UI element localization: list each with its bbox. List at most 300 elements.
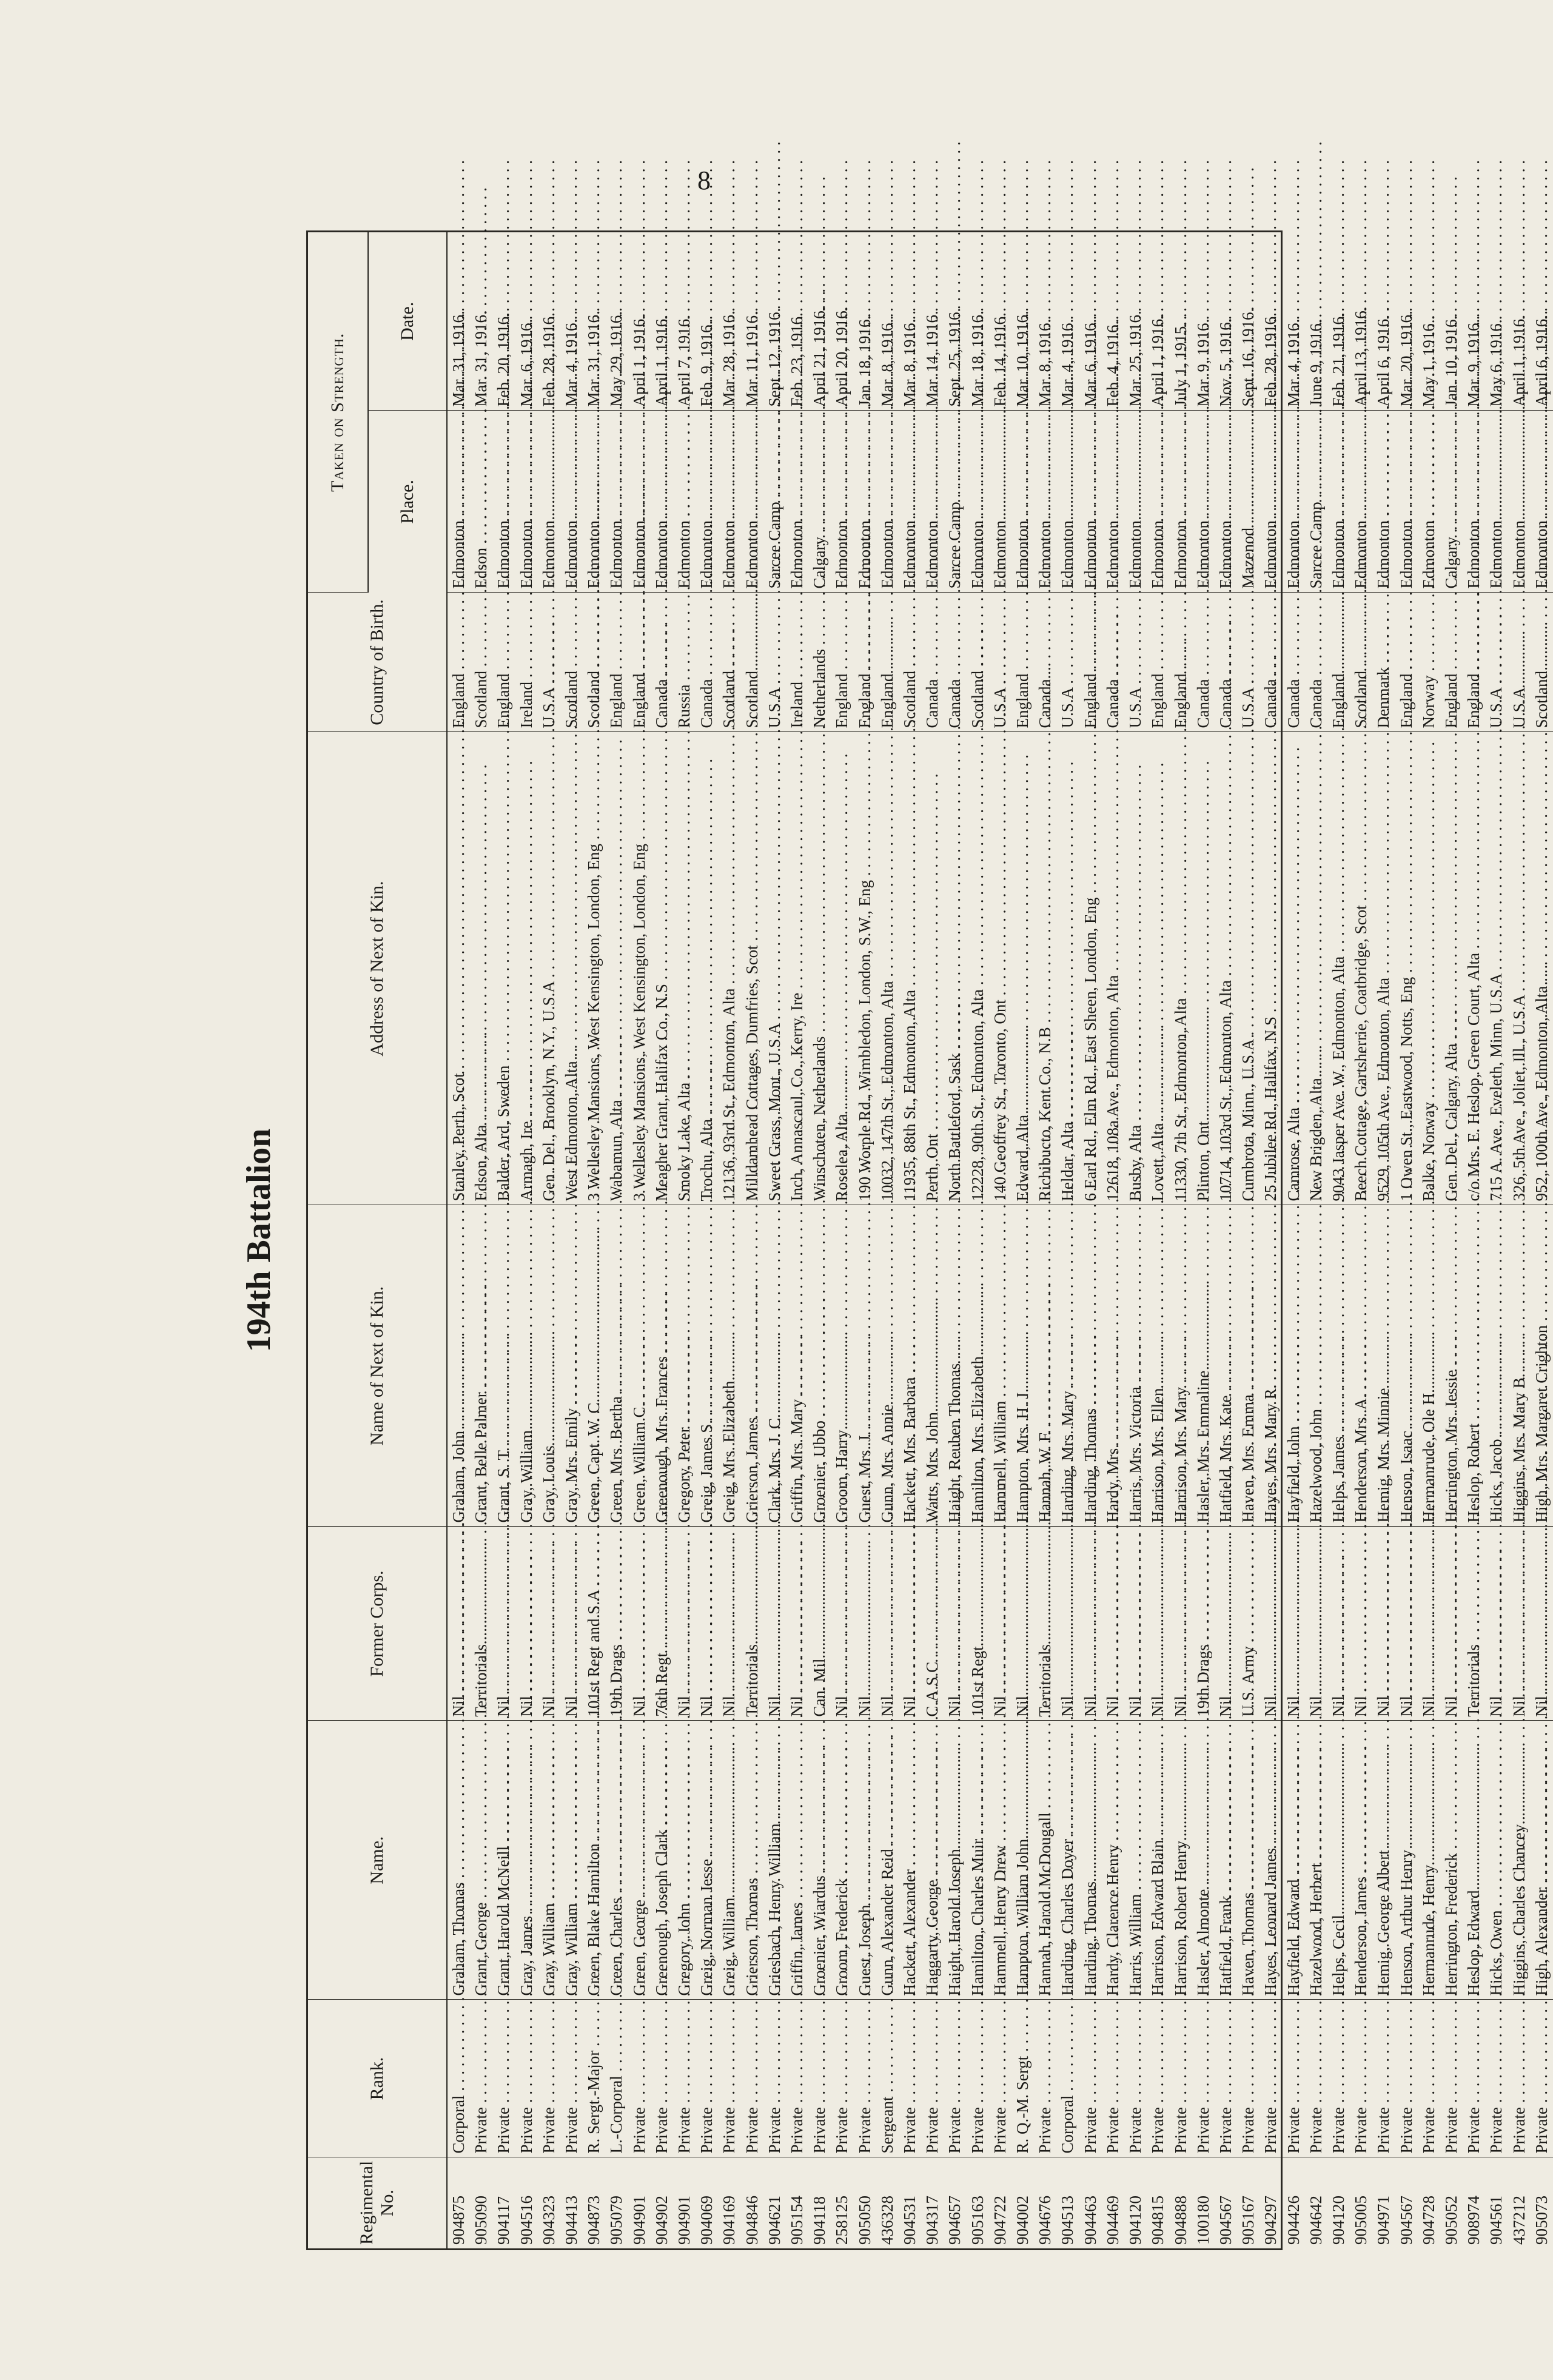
cell-name: Heslop, Edward . . . <box>1463 1721 1485 2000</box>
cell-rank: Private . . . <box>741 2000 763 2157</box>
cell-regimental-no: 908974 <box>1464 2196 1483 2245</box>
cell-former-corps: Nil . . . <box>628 1527 651 1721</box>
cell-rank: Private . . . <box>1395 2000 1418 2157</box>
cell-former-corps: Nil . . . <box>673 1527 696 1721</box>
cell-next-of-kin: Guest, Mrs. J. . . . <box>854 1205 876 1527</box>
cell-address: Balke, Norway . . . <box>1418 732 1440 1205</box>
cell-former-corps: Nil . . . <box>1327 1527 1350 1721</box>
cell-date: Mar. 20, 1916. <box>1395 232 1418 411</box>
cell-former-corps: 19th Drags . . . <box>1192 1527 1215 1721</box>
cell-name: Grant, Harold McNeill . . . <box>492 1721 515 2000</box>
table-row <box>1034 232 1056 2248</box>
cell-place: Edmonton . . . <box>786 411 808 593</box>
cell-date: April 13, 1916. <box>1350 232 1372 411</box>
table-header <box>308 232 447 2248</box>
cell-regimental-no: 904463 <box>1081 2196 1099 2245</box>
cell-former-corps: Nil . . . <box>1485 1527 1508 1721</box>
cell-date: Mar. 18, 1916. <box>967 232 989 411</box>
cell-name: Henderson, James . . . <box>1350 1721 1372 2000</box>
cell-address: 12228, 90th St., Edmonton, Alta . . . <box>967 732 989 1205</box>
table-row <box>854 232 876 2248</box>
cell-rank: Private . . . <box>1124 2000 1147 2157</box>
cell-country: England . . . <box>854 593 876 732</box>
cell-regimental-no: 904621 <box>765 2196 783 2245</box>
cell-rank: Private . . . <box>470 2000 492 2157</box>
cell-country: England . . . <box>1079 593 1102 732</box>
cell-rank: Private . . . <box>1079 2000 1102 2157</box>
cell-address: 6 Earl Rd., Elm Rd., East Sheen, London, Eng . . . <box>1079 732 1102 1205</box>
cell-date: Nov. 5, 1916. <box>1215 232 1237 411</box>
cell-name: Groenier, Wiardus . . . <box>808 1721 831 2000</box>
cell-date: Mar. 4, 1916. <box>1283 232 1305 411</box>
cell-regimental-no: 904567 <box>1216 2196 1235 2245</box>
cell-next-of-kin: Green, Mrs. Bertha . . . <box>605 1205 628 1527</box>
table-row <box>1147 232 1169 2248</box>
table-row <box>831 232 853 2248</box>
cell-date: Mar. 9, 1916. <box>1463 232 1485 411</box>
cell-former-corps: Nil . . . <box>989 1527 1011 1721</box>
table-row <box>1485 232 1508 2248</box>
cell-name: Higgins, Charles Chancey . . . <box>1508 1721 1531 2000</box>
cell-name: Herrington, Frederick . . . <box>1440 1721 1463 2000</box>
cell-address: Camrose, Alta . . . <box>1283 732 1305 1205</box>
cell-place: Edmonton . . . <box>583 411 605 593</box>
cell-regimental-no: 904728 <box>1419 2196 1438 2245</box>
cell-next-of-kin: Graham, John . . . <box>447 1205 470 1527</box>
cell-next-of-kin: Henderson, Mrs. A. . . . <box>1350 1205 1372 1527</box>
cell-next-of-kin: Griffin, Mrs. Mary . . . <box>786 1205 808 1527</box>
cell-place: Edmonton . . . <box>560 411 583 593</box>
cell-regimental-no: 436328 <box>877 2196 896 2245</box>
rotated-page <box>215 230 1551 2250</box>
cell-address: 11330, 7th St., Edmonton, Alta . . . <box>1170 732 1192 1205</box>
cell-place: Edmonton . . . <box>447 411 470 593</box>
cell-rank: Private . . . <box>1215 2000 1237 2157</box>
cell-date: April 1, 1916. <box>651 232 673 411</box>
cell-date: Feb. 20, 1916. <box>492 232 515 411</box>
cell-next-of-kin: Hackett, Mrs. Barbara . . . <box>899 1205 921 1527</box>
cell-address: Winschoten, Netherlands . . . <box>808 732 831 1205</box>
cell-country: England . . . <box>831 593 853 732</box>
table-row <box>808 232 831 2248</box>
table-row <box>944 232 966 2248</box>
cell-date: Mar. 4, 1916. <box>1056 232 1079 411</box>
cell-country: England . . . <box>1440 593 1463 732</box>
cell-place: Sarcee Camp . . . <box>763 411 786 593</box>
cell-date: Mar. 8, 1916. <box>899 232 921 411</box>
cell-regimental-no: 904516 <box>517 2196 535 2245</box>
cell-name: Gregory, John . . . <box>673 1721 696 2000</box>
cell-regimental-no: 904846 <box>742 2196 761 2245</box>
cell-country: England . . . <box>628 593 651 732</box>
cell-former-corps: Nil . . . <box>1283 1527 1305 1721</box>
cell-place: Calgary . . . <box>808 411 831 593</box>
cell-regimental-no: 100180 <box>1193 2196 1212 2245</box>
cell-address: 10032, 147th St., Edmonton, Alta . . . <box>876 732 899 1205</box>
cell-name: Grant, George . . . <box>470 1721 492 2000</box>
cell-next-of-kin: Hazelwood, John . . . <box>1305 1205 1327 1527</box>
cell-name: Hackett, Alexander . . . <box>899 1721 921 2000</box>
cell-address: 715 A. Ave., Eveleth, Minn, U.S.A . . . <box>1485 732 1508 1205</box>
cell-address: Gen. Del., Calgary, Alta . . . <box>1440 732 1463 1205</box>
table-row <box>1192 232 1215 2248</box>
cell-rank: Private . . . <box>944 2000 966 2157</box>
cell-place: Edmonton . . . <box>741 411 763 593</box>
header-name: Name. <box>308 1721 447 2000</box>
cell-country: U.S.A . . . <box>1508 593 1531 732</box>
cell-date: Feb. 28, 1916. <box>538 232 560 411</box>
cell-name: Harrison, Edward Blain . . . <box>1147 1721 1169 2000</box>
cell-address: Lovett, Alta . . . <box>1147 732 1169 1205</box>
cell-regimental-no: 904426 <box>1284 2196 1303 2245</box>
header-country: Country of Birth. <box>308 593 447 732</box>
cell-address: Balder, Ard, Sweden . . . <box>492 732 515 1205</box>
cell-former-corps: Nil . . . <box>492 1527 515 1721</box>
cell-regimental-no: 904567 <box>1397 2196 1415 2245</box>
page-title: 194th Battalion <box>240 1128 278 1353</box>
cell-next-of-kin: Haight, Reuben Thomas . . . <box>944 1205 966 1527</box>
cell-place: Edmonton . . . <box>899 411 921 593</box>
cell-name: Harding, Thomas . . . <box>1079 1721 1102 2000</box>
cell-next-of-kin: Gray, Mrs. Emily . . . <box>560 1205 583 1527</box>
cell-former-corps: U.S. Army . . . <box>1237 1527 1260 1721</box>
cell-name: Green, Charles . . . <box>605 1721 628 2000</box>
cell-country: Canada . . . <box>921 593 944 732</box>
cell-date: Mar. 6, 1916. <box>515 232 538 411</box>
cell-place: Edmonton . . . <box>1170 411 1192 593</box>
cell-name: Hammell, Henry Drew . . . <box>989 1721 1011 2000</box>
cell-rank: Private . . . <box>763 2000 786 2157</box>
cell-address: 190 Worple Rd., Wimbledon, London, S.W., Eng . . . <box>854 732 876 1205</box>
table-row <box>876 232 899 2248</box>
cell-place: Edmonton . . . <box>1485 411 1508 593</box>
cell-regimental-no: 905050 <box>855 2196 874 2245</box>
header-rank: Rank. <box>308 2000 447 2157</box>
cell-country: Canada . . . <box>1034 593 1056 732</box>
cell-next-of-kin: Hasler, Mrs. Emmaline . . . <box>1192 1205 1215 1527</box>
cell-regimental-no: 904873 <box>585 2196 603 2245</box>
cell-address: 25 Jubilee Rd., Halifax, N.S . . . <box>1260 732 1282 1205</box>
cell-next-of-kin: Haven, Mrs. Emma . . . <box>1237 1205 1260 1527</box>
cell-name: Harrison, Robert Henry . . . <box>1170 1721 1192 2000</box>
cell-place: Edmonton . . . <box>1508 411 1531 593</box>
cell-name: Griffin, James . . . <box>786 1721 808 2000</box>
cell-rank: Private . . . <box>1485 2000 1508 2157</box>
cell-country: Ireland . . . <box>786 593 808 732</box>
cell-country: U.S.A . . . <box>538 593 560 732</box>
table-row <box>921 232 944 2248</box>
table-row <box>673 232 696 2248</box>
cell-former-corps: Nil . . . <box>899 1527 921 1721</box>
cell-next-of-kin: Gray, William . . . <box>515 1205 538 1527</box>
cell-country: Denmark . . . <box>1372 593 1395 732</box>
table-row <box>651 232 673 2248</box>
cell-regimental-no: 904413 <box>562 2196 581 2245</box>
cell-country: England . . . <box>605 593 628 732</box>
cell-regimental-no: 904323 <box>539 2196 558 2245</box>
cell-address: Stanley, Perth, Scot . . . <box>447 732 470 1205</box>
cell-former-corps: 101st Regt . . . <box>967 1527 989 1721</box>
cell-place: Edmonton . . . <box>1102 411 1124 593</box>
cell-regimental-no: 904561 <box>1487 2196 1506 2245</box>
cell-name: Greig, William . . . <box>718 1721 740 2000</box>
cell-place: Edmonton . . . <box>673 411 696 593</box>
cell-address: New Brigden, Alta . . . <box>1305 732 1327 1205</box>
cell-rank: Private . . . <box>1237 2000 1260 2157</box>
cell-rank: Private . . . <box>696 2000 718 2157</box>
cell-next-of-kin: Harrison, Mrs. Mary . . . <box>1170 1205 1192 1527</box>
cell-former-corps: Nil . . . <box>1056 1527 1079 1721</box>
table-row <box>989 232 1011 2248</box>
cell-former-corps: Nil . . . <box>447 1527 470 1721</box>
cell-address: 3 Wellesley Mansions, West Kensington, London, Eng . . . <box>583 732 605 1205</box>
cell-date: Mar. 8, 1916. <box>876 232 899 411</box>
cell-date: Mar. 8, 1916. <box>1034 232 1056 411</box>
cell-next-of-kin: Green, William C. . . . <box>628 1205 651 1527</box>
cell-rank: R. Sergt.-Major . . . <box>583 2000 605 2157</box>
cell-name: Hazelwood, Herbert . . . <box>1305 1721 1327 2000</box>
table-body <box>447 232 1553 2248</box>
cell-rank: Private . . . <box>1350 2000 1372 2157</box>
cell-country: Canada . . . <box>1102 593 1124 732</box>
table-row <box>1508 232 1531 2248</box>
cell-country: Netherlands . . . <box>808 593 831 732</box>
cell-rank: Private . . . <box>967 2000 989 2157</box>
table-row <box>492 232 515 2248</box>
cell-rank: L.-Corporal . . . <box>605 2000 628 2157</box>
cell-next-of-kin: Hammell, William . . . <box>989 1205 1011 1527</box>
cell-rank: Private . . . <box>1463 2000 1485 2157</box>
cell-address: Heldar, Alta . . . <box>1056 732 1079 1205</box>
cell-date: Mar. 11, 1916. <box>741 232 763 411</box>
table-row <box>470 232 492 2248</box>
cell-place: Edmonton . . . <box>605 411 628 593</box>
cell-next-of-kin: Harding, Mrs. Mary . . . <box>1056 1205 1079 1527</box>
cell-next-of-kin: Hannah, W. F. . . . <box>1034 1205 1056 1527</box>
cell-name: Gray, James . . . <box>515 1721 538 2000</box>
cell-address: Smoky Lake, Alta . . . <box>673 732 696 1205</box>
cell-date: May 6, 1916. <box>1485 232 1508 411</box>
cell-country: England . . . <box>447 593 470 732</box>
cell-next-of-kin: Heslop, Robert . . . <box>1463 1205 1485 1527</box>
cell-name: Hamilton, Charles Muir . . . <box>967 1721 989 2000</box>
cell-regimental-no: 904120 <box>1329 2196 1347 2245</box>
cell-former-corps: Nil . . . <box>1418 1527 1440 1721</box>
cell-name: Gray, William . . . <box>560 1721 583 2000</box>
cell-former-corps: Nil . . . <box>1350 1527 1372 1721</box>
cell-former-corps: Nil . . . <box>1170 1527 1192 1721</box>
cell-name: Grierson, Thomas . . . <box>741 1721 763 2000</box>
cell-regimental-no: 905163 <box>968 2196 987 2245</box>
cell-next-of-kin: Gray, Louis . . . <box>538 1205 560 1527</box>
cell-rank: Private . . . <box>651 2000 673 2157</box>
cell-regimental-no: 905167 <box>1239 2196 1258 2245</box>
cell-country: England . . . <box>492 593 515 732</box>
cell-date: April 6, 1916. <box>1531 232 1553 411</box>
table-row <box>718 232 740 2248</box>
header-regimental-no: Regimental No. <box>308 2157 447 2248</box>
cell-next-of-kin: Grant, Belle Palmer . . . <box>470 1205 492 1527</box>
cell-address: 9529, 105th Ave., Edmonton, Alta . . . <box>1372 732 1395 1205</box>
cell-place: Edmonton . . . <box>1463 411 1485 593</box>
roster-content <box>215 230 1551 2250</box>
cell-regimental-no: 905073 <box>1532 2196 1551 2245</box>
cell-address: 952, 100th Ave., Edmonton, Alta . . . <box>1531 732 1553 1205</box>
header-address: Address of Next of Kin. <box>308 732 447 1205</box>
cell-date: Jan. 10, 1916. <box>1440 232 1463 411</box>
cell-regimental-no: 905079 <box>607 2196 626 2245</box>
cell-former-corps: Nil . . . <box>854 1527 876 1721</box>
cell-rank: Private . . . <box>560 2000 583 2157</box>
cell-country: England . . . <box>1170 593 1192 732</box>
cell-regimental-no: 904901 <box>675 2196 694 2245</box>
cell-address: Milldamhead Cottages, Dumfries, Scot . . . <box>741 732 763 1205</box>
cell-address: Meagher Grant, Halifax Co., N.S . . . <box>651 732 673 1205</box>
cell-rank: Corporal . . . <box>1056 2000 1079 2157</box>
cell-former-corps: Nil . . . <box>1011 1527 1034 1721</box>
cell-next-of-kin: Hampton, Mrs. H. J. . . . <box>1011 1205 1034 1527</box>
cell-address: Edward, Alta . . . <box>1011 732 1034 1205</box>
cell-rank: R. Q.-M. Sergt . . . <box>1011 2000 1034 2157</box>
cell-date: April 6, 1916. <box>1372 232 1395 411</box>
cell-former-corps: Nil . . . <box>1102 1527 1124 1721</box>
header-place: Place. <box>368 411 447 593</box>
table-row <box>967 232 989 2248</box>
cell-rank: Private . . . <box>515 2000 538 2157</box>
cell-place: Edmonton . . . <box>1011 411 1034 593</box>
cell-place: Edmonton . . . <box>1056 411 1079 593</box>
cell-next-of-kin: Hamilton, Mrs. Elizabeth . . . <box>967 1205 989 1527</box>
cell-former-corps: Territorials . . . <box>1463 1527 1485 1721</box>
cell-regimental-no: 904120 <box>1126 2196 1145 2245</box>
table-row <box>447 232 470 2248</box>
cell-former-corps: Nil . . . <box>831 1527 853 1721</box>
cell-address: 10714, 103rd St., Edmonton, Alta . . . <box>1215 732 1237 1205</box>
cell-place: Edmonton . . . <box>538 411 560 593</box>
cell-country: U.S.A . . . <box>1485 593 1508 732</box>
header-taken-on-strength: Taken on Strength. <box>308 232 368 593</box>
cell-rank: Private . . . <box>492 2000 515 2157</box>
table-row <box>538 232 560 2248</box>
cell-date: Sept. 16, 1916. <box>1237 232 1260 411</box>
cell-name: Groom, Frederick . . . <box>831 1721 853 2000</box>
table-row <box>1395 232 1418 2248</box>
cell-date: June 9, 1916. <box>1305 232 1327 411</box>
cell-name: Gunn, Alexander Reid . . . <box>876 1721 899 2000</box>
table-row <box>1372 232 1395 2248</box>
cell-regimental-no: 904297 <box>1261 2196 1280 2245</box>
cell-date: Feb. 9, 1916. <box>696 232 718 411</box>
table-row <box>560 232 583 2248</box>
cell-former-corps: Nil . . . <box>718 1527 740 1721</box>
cell-next-of-kin: Green, Capt. W. C. . . . <box>583 1205 605 1527</box>
cell-name: Hermanrude, Henry . . . <box>1418 1721 1440 2000</box>
cell-former-corps: 101st Regt and S.A . . . <box>583 1527 605 1721</box>
cell-former-corps: Nil . . . <box>1260 1527 1282 1721</box>
cell-former-corps: 19th Drags . . . <box>605 1527 628 1721</box>
cell-country: Canada . . . <box>651 593 673 732</box>
cell-place: Edmonton . . . <box>1260 411 1282 593</box>
table-row <box>605 232 628 2248</box>
cell-former-corps: Nil . . . <box>1305 1527 1327 1721</box>
cell-place: Edmonton . . . <box>718 411 740 593</box>
cell-former-corps: 76th Regt . . . <box>651 1527 673 1721</box>
cell-name: Hemig, George Albert . . . <box>1372 1721 1395 2000</box>
cell-address: Cumbrota, Minn., U.S.A . . . <box>1237 732 1260 1205</box>
cell-regimental-no: 258125 <box>833 2196 851 2245</box>
cell-former-corps: Territorials . . . <box>1034 1527 1056 1721</box>
table-row <box>1102 232 1124 2248</box>
cell-address: Trochu, Alta . . . <box>696 732 718 1205</box>
cell-date: May 1, 1916. <box>1418 232 1440 411</box>
cell-place: Edmonton . . . <box>967 411 989 593</box>
cell-rank: Private . . . <box>899 2000 921 2157</box>
cell-regimental-no: 904069 <box>697 2196 716 2245</box>
cell-regimental-no: 904722 <box>990 2196 1009 2245</box>
cell-regimental-no: 904117 <box>494 2196 513 2245</box>
cell-former-corps: Nil . . . <box>1147 1527 1169 1721</box>
cell-regimental-no: 904642 <box>1306 2196 1325 2245</box>
cell-regimental-no: 905090 <box>472 2196 491 2245</box>
cell-place: Mazenod . . . <box>1237 411 1260 593</box>
cell-rank: Private . . . <box>921 2000 944 2157</box>
cell-next-of-kin: Higgins, Mrs. Mary B. . . . <box>1508 1205 1531 1527</box>
cell-name: Greenough, Joseph Clark . . . <box>651 1721 673 2000</box>
table-row <box>1056 232 1079 2248</box>
cell-former-corps: C.A.S.C . . . <box>921 1527 944 1721</box>
header-next-of-kin: Name of Next of Kin. <box>308 1205 447 1527</box>
cell-place: Edmonton . . . <box>1215 411 1237 593</box>
cell-date: Feb. 14, 1916. <box>989 232 1011 411</box>
cell-former-corps: Nil . . . <box>515 1527 538 1721</box>
cell-place: Edmonton . . . <box>1283 411 1305 593</box>
cell-address: Inch, Annascaul, Co., Kerry, Ire . . . <box>786 732 808 1205</box>
header-former-corps: Former Corps. <box>308 1527 447 1721</box>
cell-date: Sept. 12, 1916. <box>763 232 786 411</box>
cell-country: England . . . <box>1395 593 1418 732</box>
cell-next-of-kin: Hicks, Jacob . . . <box>1485 1205 1508 1527</box>
cell-country: Scotland . . . <box>560 593 583 732</box>
cell-former-corps: Nil . . . <box>1124 1527 1147 1721</box>
cell-date: Mar. 6, 1916. <box>1079 232 1102 411</box>
cell-name: Green, George . . . <box>628 1721 651 2000</box>
cell-name: Guest, Joseph . . . <box>854 1721 876 2000</box>
cell-country: Canada . . . <box>696 593 718 732</box>
cell-name: High, Alexander . . . <box>1531 1721 1553 2000</box>
cell-country: Canada . . . <box>1283 593 1305 732</box>
header-date: Date. <box>368 232 447 411</box>
cell-rank: Private . . . <box>808 2000 831 2157</box>
cell-former-corps: Nil . . . <box>538 1527 560 1721</box>
cell-rank: Private . . . <box>1170 2000 1192 2157</box>
cell-next-of-kin: Groom, Harry . . . <box>831 1205 853 1527</box>
cell-date: April 1, 1916. <box>1147 232 1169 411</box>
cell-place: Edmonton . . . <box>1372 411 1395 593</box>
cell-next-of-kin: Hayes, Mrs. Mary R. . . . <box>1260 1205 1282 1527</box>
cell-rank: Private . . . <box>1034 2000 1056 2157</box>
cell-date: Sept. 25, 1916. <box>944 232 966 411</box>
cell-date: May 29, 1916. <box>605 232 628 411</box>
cell-address: 12136, 93rd St., Edmonton, Alta . . . <box>718 732 740 1205</box>
cell-next-of-kin: Harding, Thomas . . . <box>1079 1205 1102 1527</box>
cell-country: Scotland . . . <box>741 593 763 732</box>
cell-address: Roselea, Alta . . . <box>831 732 853 1205</box>
cell-place: Edmonton . . . <box>876 411 899 593</box>
cell-regimental-no: 904657 <box>945 2196 964 2245</box>
cell-place: Edmonton . . . <box>831 411 853 593</box>
cell-next-of-kin: Hayfield, John . . . <box>1283 1205 1305 1527</box>
cell-date: Feb. 28, 1916. <box>1260 232 1282 411</box>
